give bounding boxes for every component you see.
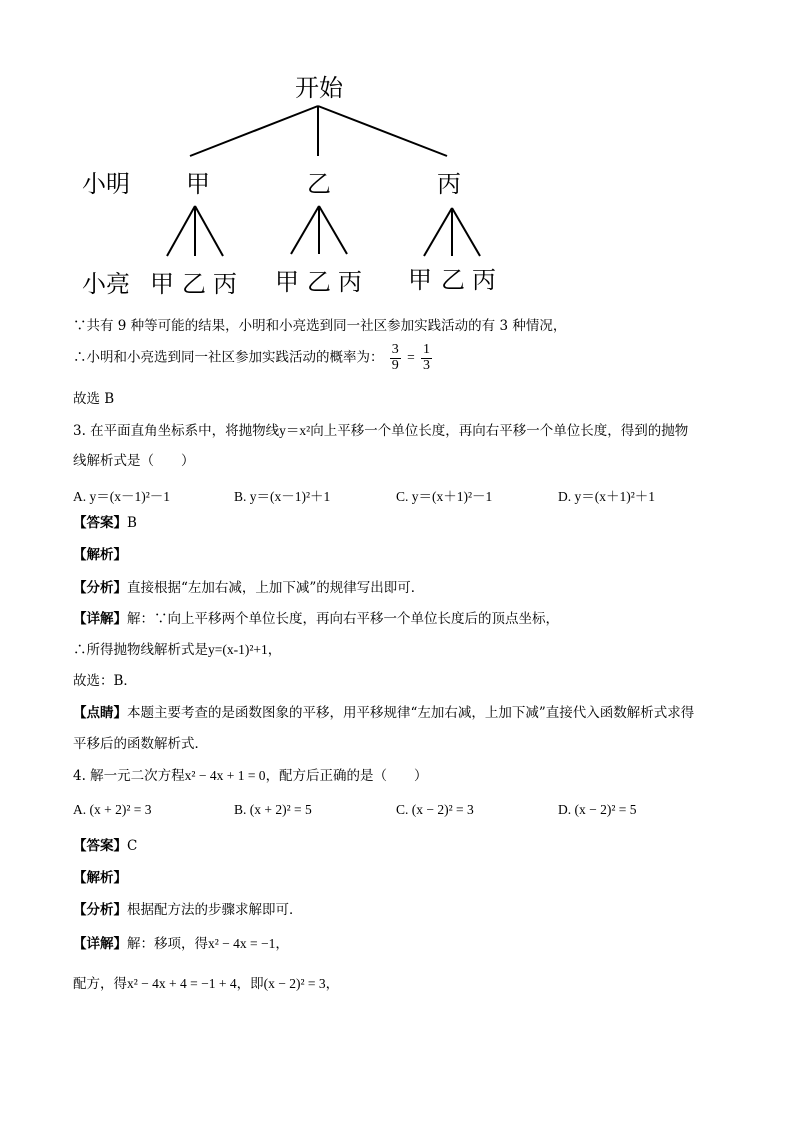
tree-lines [0, 0, 794, 300]
tree-level1-label: 小明 [82, 170, 130, 198]
q3-result: ∴所得抛物线解析式是y=(x-1)²+1， [73, 642, 282, 658]
q4-option-b: B. (x + 2)² = 5 [234, 802, 312, 817]
sol2-line2-prefix: ∴小明和小亮选到同一社区参加实践活动的概率为： [73, 349, 384, 366]
tree-leaf: 甲 [275, 268, 299, 296]
q4-option-d: D. (x − 2)² = 5 [558, 802, 637, 817]
sol2-line3: 故选 B [73, 391, 115, 407]
tree-node-bing: 丙 [437, 170, 461, 198]
q4-answer: 【答案】C [73, 838, 138, 854]
tree-node-yi: 乙 [307, 170, 331, 198]
branch-yi-left [291, 206, 319, 254]
q3-option-d: D. y＝(x＋1)²＋1 [558, 489, 656, 504]
tree-leaf: 乙 [441, 266, 465, 294]
sol2-line1: ∵共有 9 种等可能的结果，小明和小亮选到同一社区参加实践活动的有 3 种情况， [73, 318, 567, 334]
q4-xiangjie: 【详解】解：移项，得x² − 4x = −1， [73, 936, 289, 952]
tree-diagram [0, 0, 794, 300]
tree-level2-label: 小亮 [82, 270, 130, 298]
q3-result-formula: y=(x-1)²+1 [208, 642, 268, 657]
q3-dianjing-line2: 平移后的函数解析式． [73, 736, 208, 752]
branch-jia-right [195, 206, 223, 256]
q4-peifang-formula2: (x − 2)² = 3 [263, 976, 326, 991]
branch-bing-right [452, 208, 480, 256]
tree-root: 开始 [295, 74, 343, 102]
q3-stem: 3. 在平面直角坐标系中，将抛物线y＝x²向上平移一个单位长度，再向右平移一个单位长度，得到的抛物 [73, 423, 689, 439]
tree-leaf: 乙 [182, 270, 206, 298]
q3-option-a: A. y＝(x－1)²－1 [73, 489, 171, 504]
q3-dianjing: 【点睛】本题主要考查的是函数图象的平移，用平移规律“左加右减，上加下减”直接代入函数解析式求得 [73, 705, 695, 721]
q3-xiangjie: 【详解】解：∵向上平移两个单位长度，再向右平移一个单位长度后的顶点坐标， [73, 611, 559, 627]
branch-jia-left [167, 206, 195, 256]
q4-stem-formula: x² − 4x + 1 = 0 [184, 768, 266, 783]
branch-root-left [190, 106, 318, 156]
q4-option-a: A. (x + 2)² = 3 [73, 802, 152, 817]
q3-analysis-tag: 【解析】 [73, 547, 127, 563]
q3-choose: 故选：B． [73, 673, 137, 689]
q3-fenxi: 【分析】直接根据“左加右减，上加下减”的规律写出即可． [73, 580, 425, 596]
branch-root-right [318, 106, 447, 156]
q3-stem-line2: 线解析式是（ ） [73, 453, 195, 469]
q3-answer: 【答案】B [73, 515, 137, 531]
q3-option-b: B. y＝(x－1)²＋1 [234, 489, 331, 504]
q4-option-c: C. (x − 2)² = 3 [396, 802, 474, 817]
tree-leaf: 乙 [307, 268, 331, 296]
q4-analysis-tag: 【解析】 [73, 870, 127, 886]
tree-leaf: 丙 [213, 270, 237, 298]
sol2-line2 [73, 343, 434, 373]
tree-leaf: 丙 [472, 266, 496, 294]
tree-node-jia: 甲 [186, 170, 210, 198]
q3-stem-formula: y＝x² [279, 423, 311, 438]
q4-fenxi: 【分析】根据配方法的步骤求解即可． [73, 902, 303, 918]
q4-peifang: 配方，得x² − 4x + 4 = −1 + 4，即(x − 2)² = 3， [73, 976, 340, 992]
branch-bing-left [424, 208, 452, 256]
q3-option-c: C. y＝(x＋1)²－1 [396, 489, 493, 504]
fraction-3-9: $\frac{3}{9}$ [391, 342, 399, 373]
tree-leaf: 丙 [338, 268, 362, 296]
q4-stem: 4. 解一元二次方程x² − 4x + 1 = 0，配方后正确的是（ ） [73, 768, 428, 784]
tree-leaf: 甲 [408, 266, 432, 294]
fraction-1-3: $\frac{1}{3}$ [423, 342, 431, 373]
tree-leaf: 甲 [150, 270, 174, 298]
branch-yi-right [319, 206, 347, 254]
q4-xiangjie-formula: x² − 4x = −1 [208, 936, 276, 951]
q4-peifang-formula1: x² − 4x + 4 = −1 + 4 [127, 976, 237, 991]
equals-sign: = [407, 349, 415, 365]
